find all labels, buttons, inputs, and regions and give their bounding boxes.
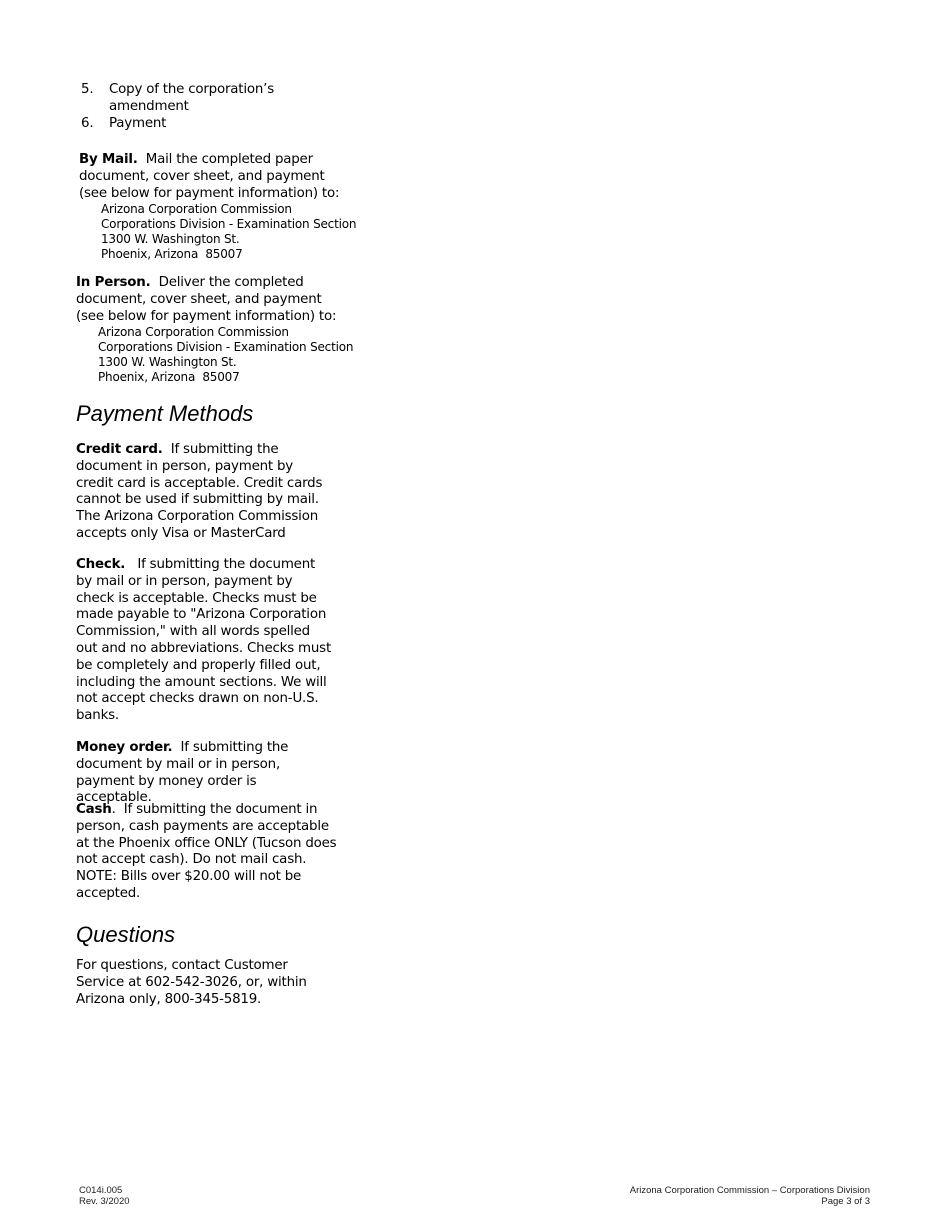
numbered-list (81, 82, 341, 132)
check-paragraph (76, 557, 336, 725)
by-mail-section (79, 152, 357, 262)
by-mail-lead: By Mail. (79, 152, 138, 167)
in-person-text: Deliver the completed document, cover sheet, and payment (see below for payment information) to: (76, 275, 337, 324)
cash-text: . If submitting the document in person, cash payments are acceptable at the Phoenix office ONLY (Tucson does not accept cash). Do not mail cash. NOTE: Bills over $20.00 will not be accepted. (76, 802, 341, 901)
payment-methods-heading: Payment Methods (76, 401, 254, 426)
by-mail-paragraph (79, 152, 341, 202)
list-item (81, 116, 341, 133)
address-line: Corporations Division - Examination Section (98, 340, 354, 355)
in-person-lead: In Person. (76, 275, 151, 290)
in-person-address (98, 325, 354, 385)
footer-left (79, 1186, 130, 1207)
footer-organization: Arizona Corporation Commission – Corporations Division (629, 1185, 870, 1196)
credit-card-lead: Credit card. (76, 442, 163, 457)
in-person-section (76, 275, 354, 385)
address-line: Phoenix, Arizona 85007 (98, 370, 240, 385)
page-number: Page 3 of 3 (821, 1195, 870, 1207)
list-number: 5. (81, 82, 94, 97)
address-line: Phoenix, Arizona 85007 (101, 247, 243, 262)
address-line: 1300 W. Washington St. (98, 355, 237, 370)
questions-heading: Questions (76, 922, 176, 947)
check-text: If submitting the document by mail or in person, payment by check is acceptable. Checks must be made payable to "Arizona Corporation Commission," with all words spelled out and no abbreviations. Checks must be completely and properly filled out, including the amount sections. We will not accept checks drawn on non-U.S. banks. (76, 557, 336, 724)
money-order-lead: Money order. (76, 740, 173, 755)
cash-paragraph (76, 802, 341, 903)
form-code: C014i.005 (79, 1185, 123, 1196)
list-text: Payment (109, 115, 167, 131)
revision-date: Rev. 3/2020 (79, 1195, 130, 1207)
footer-right (630, 1186, 870, 1207)
credit-card-text: If submitting the document in person, payment by credit card is acceptable. Credit cards cannot be used if submitting by mail. The Arizona Corporation Commission accepts only Visa or MasterCard (76, 442, 327, 541)
money-order-paragraph (76, 740, 332, 807)
in-person-paragraph (76, 275, 338, 325)
address-line: Corporations Division - Examination Section (101, 217, 357, 232)
check-lead: Check. (76, 557, 126, 572)
address-line: Arizona Corporation Commission (101, 202, 292, 217)
address-line: Arizona Corporation Commission (98, 325, 289, 340)
cash-lead: Cash (76, 802, 112, 817)
questions-paragraph: For questions, contact Customer Service at 602-542-3026, or, within Arizona only, 800-345-5819. (76, 958, 307, 1007)
credit-card-paragraph (76, 442, 326, 543)
money-order-text: If submitting the document by mail or in person, payment by money order is acceptable. (76, 740, 293, 806)
by-mail-address (101, 202, 357, 262)
by-mail-text: Mail the completed paper document, cover sheet, and payment (see below for payment information) to: (79, 152, 340, 201)
list-number: 6. (81, 115, 94, 131)
list-text: Copy of the corporation’s amendment (109, 82, 274, 114)
address-line: 1300 W. Washington St. (101, 232, 240, 247)
list-item (81, 82, 341, 116)
